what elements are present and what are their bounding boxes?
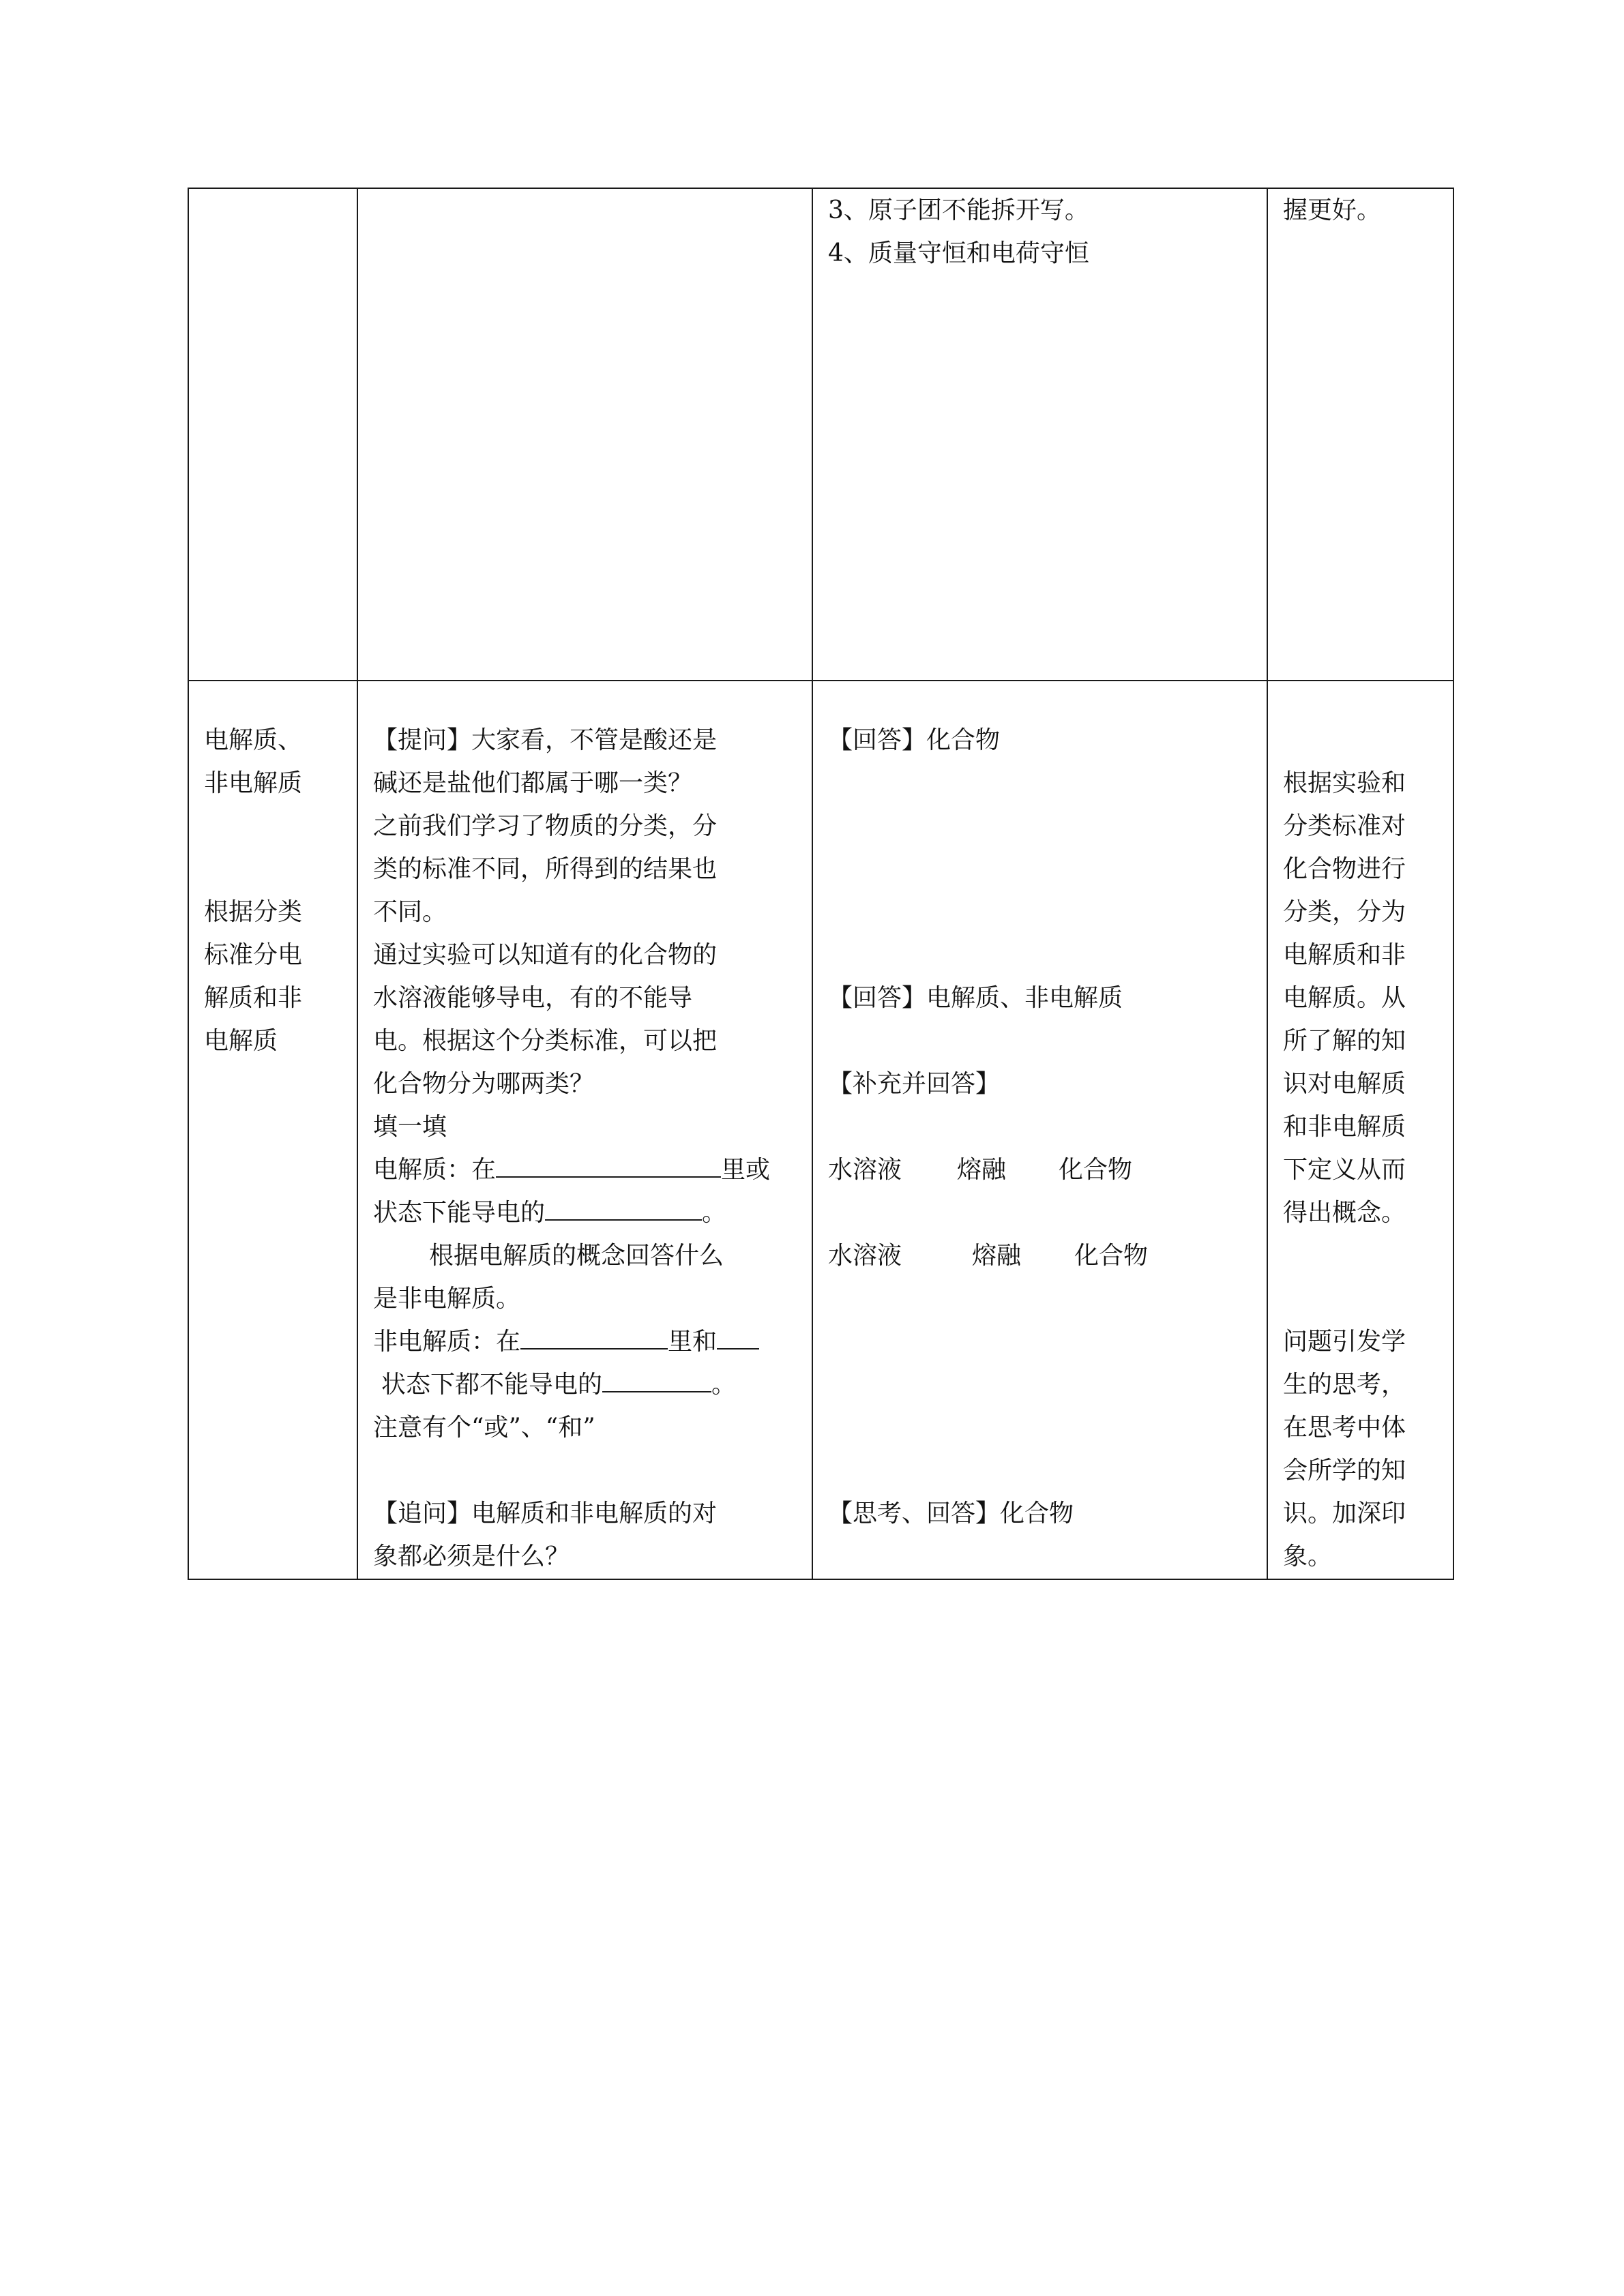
answer-blank[interactable] xyxy=(545,1192,702,1221)
answer-blank[interactable] xyxy=(717,1321,759,1350)
text-line: 非电解质 xyxy=(204,769,303,797)
table-row xyxy=(188,681,1453,1579)
text-line: 解质和非 xyxy=(204,984,303,1012)
text-line: 根据实验和 xyxy=(1283,769,1406,797)
text-line: 【补充并回答】 xyxy=(828,1070,1001,1098)
fill-in-line xyxy=(373,1191,726,1234)
text-line: 根据分类 xyxy=(204,898,303,926)
answer-word: 熔融 xyxy=(972,1242,1022,1270)
text-line: 会所学的知 xyxy=(1283,1457,1406,1485)
text-line: 电。根据这个分类标准，可以把 xyxy=(373,1027,718,1055)
text-line: 【追问】电解质和非电解质的对 xyxy=(373,1500,718,1527)
table-row xyxy=(188,188,1453,681)
answer-blank[interactable] xyxy=(496,1149,721,1178)
text-line: 生的思考， xyxy=(1283,1371,1406,1399)
answer-word: 化合物 xyxy=(1074,1242,1149,1270)
text-line: 下定义从而 xyxy=(1283,1156,1406,1184)
text-line: 不同。 xyxy=(373,898,447,926)
table-cell-design-intent xyxy=(1267,681,1453,1579)
table-cell-teacher-activity xyxy=(357,188,812,681)
fill-in-line xyxy=(373,1320,759,1363)
table-cell-design-intent xyxy=(1267,188,1453,681)
text-line: 和非电解质 xyxy=(1283,1113,1406,1141)
text-line: 分类，分为 xyxy=(1283,898,1406,926)
text-line: 碱还是盐他们都属于哪一类？ xyxy=(373,769,693,797)
text-line: 电解质和非 xyxy=(1283,941,1406,969)
text-line: 【回答】电解质、非电解质 xyxy=(828,984,1123,1012)
text-line: 填一填 xyxy=(373,1113,447,1141)
fill-label: 电解质：在 xyxy=(373,1156,497,1184)
text-line: 3、原子团不能拆开写。 xyxy=(828,196,1089,224)
fill-label: 里或 xyxy=(721,1156,771,1184)
text-line: 电解质。从 xyxy=(1283,984,1406,1012)
text-line: 水溶液能够导电，有的不能导 xyxy=(373,984,693,1012)
text-line: 【回答】化合物 xyxy=(828,726,1001,754)
text-line: 通过实验可以知道有的化合物的 xyxy=(373,941,718,969)
fill-label: 非电解质：在 xyxy=(373,1328,521,1356)
text-line: 化合物进行 xyxy=(1283,855,1406,883)
fill-label: 状态下能导电的 xyxy=(373,1199,546,1227)
answer-word: 熔融 xyxy=(957,1156,1007,1184)
answer-word: 水溶液 xyxy=(828,1242,902,1270)
text-line: 识对电解质 xyxy=(1283,1070,1406,1098)
lesson-plan-table xyxy=(188,188,1454,1580)
text-line: 所了解的知 xyxy=(1283,1027,1406,1055)
text-line: 分类标准对 xyxy=(1283,812,1406,840)
fill-in-line xyxy=(381,1363,736,1406)
text-line: 4、质量守恒和电荷守恒 xyxy=(828,239,1089,267)
text-line: 象。 xyxy=(1283,1542,1333,1570)
text-line: 是非电解质。 xyxy=(373,1285,521,1313)
answer-blank[interactable] xyxy=(602,1364,711,1392)
text-line: 根据电解质的概念回答什么 xyxy=(429,1242,724,1270)
table-cell-student-activity xyxy=(812,681,1267,1579)
answer-word: 水溶液 xyxy=(828,1156,902,1184)
text-line: 在思考中体 xyxy=(1283,1414,1406,1442)
text-line: 之前我们学习了物质的分类，分 xyxy=(373,812,718,840)
fill-in-line xyxy=(373,1148,770,1191)
table-cell-teacher-activity xyxy=(357,681,812,1579)
fill-label: 状态下都不能导电的 xyxy=(381,1371,603,1399)
fill-label: 。 xyxy=(711,1371,737,1399)
table-cell-student-activity xyxy=(812,188,1267,681)
text-line: 电解质、 xyxy=(204,726,303,754)
text-line: 类的标准不同，所得到的结果也 xyxy=(373,855,718,883)
text-line: 标准分电 xyxy=(204,941,303,969)
text-line: 【提问】大家看，不管是酸还是 xyxy=(373,726,718,754)
answer-word: 化合物 xyxy=(1059,1156,1133,1184)
text-line: 化合物分为哪两类？ xyxy=(373,1070,595,1098)
text-line: 象都必须是什么？ xyxy=(373,1542,570,1570)
text-line: 电解质 xyxy=(204,1027,278,1055)
text-line: 注意有个“或”、“和” xyxy=(373,1414,595,1442)
text-line: 握更好。 xyxy=(1283,196,1382,224)
table-cell-topic xyxy=(188,681,357,1579)
answer-blank[interactable] xyxy=(520,1321,668,1350)
text-line: 得出概念。 xyxy=(1283,1199,1406,1227)
fill-label: 。 xyxy=(702,1199,727,1227)
fill-label: 里和 xyxy=(668,1328,718,1356)
text-line: 问题引发学 xyxy=(1283,1328,1406,1356)
text-line: 识。加深印 xyxy=(1283,1500,1406,1527)
text-line: 【思考、回答】化合物 xyxy=(828,1500,1074,1527)
table-cell-topic xyxy=(188,188,357,681)
